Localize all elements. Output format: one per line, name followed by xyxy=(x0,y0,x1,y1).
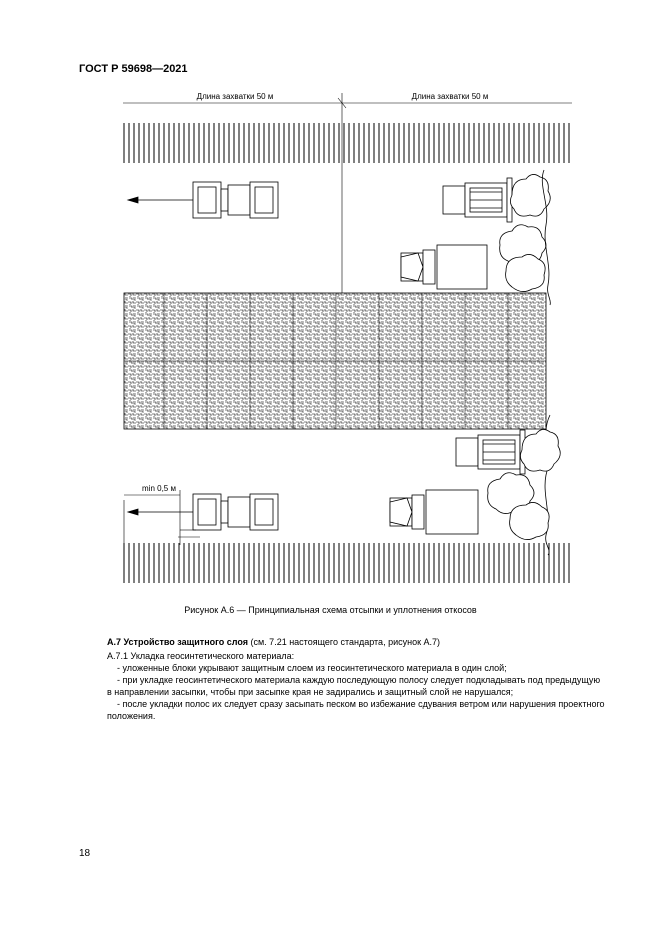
section-heading xyxy=(107,636,605,648)
min-clearance-dimension xyxy=(124,490,200,545)
figure-caption: Рисунок А.6 — Принципиальная схема отсыпки и уплотнения откосов xyxy=(184,605,477,615)
document-header: ГОСТ Р 59698—2021 xyxy=(79,63,188,75)
dump-truck-top xyxy=(401,245,487,289)
page-number: 18 xyxy=(79,848,91,859)
roller-compactor-bottom xyxy=(128,494,278,530)
clause-a71: А.7.1 Укладка геосинтетического материала: xyxy=(107,651,295,661)
list-item-2: - при укладке геосинтетического материала каждую последующую полосу следует подкладывать под предыдущую в направлении засыпки, чтобы при засыпке края не задирались и защитный слой не нарушался; xyxy=(107,675,601,697)
roller-compactor-top xyxy=(128,182,278,218)
slope-fill-compaction-diagram xyxy=(0,85,661,605)
grip-length-label-right: Длина захватки 50 м xyxy=(411,92,489,101)
min-clearance-label: min 0,5 м xyxy=(142,484,176,493)
list-item-3: - после укладки полос их следует сразу засыпать песком во избежание сдувания ветром или нарушения проектного положения. xyxy=(107,699,605,721)
bulldozer-bottom xyxy=(456,430,525,474)
bulldozer-top xyxy=(443,178,512,222)
block-layer xyxy=(124,293,546,429)
section-title-reference: (см. 7.21 настоящего стандарта, рисунок А.7) xyxy=(248,637,441,647)
grip-length-label-left: Длина захватки 50 м xyxy=(196,92,274,101)
dump-truck-bottom xyxy=(390,490,478,534)
ground-hatch-bottom xyxy=(124,543,569,583)
ground-hatch-top xyxy=(124,123,569,163)
section-title: А.7 Устройство защитного слоя xyxy=(107,637,248,647)
list-item-1: - уложенные блоки укрывают защитным слоем из геосинтетического материала в один слой; xyxy=(117,663,507,673)
section-text xyxy=(107,636,605,722)
